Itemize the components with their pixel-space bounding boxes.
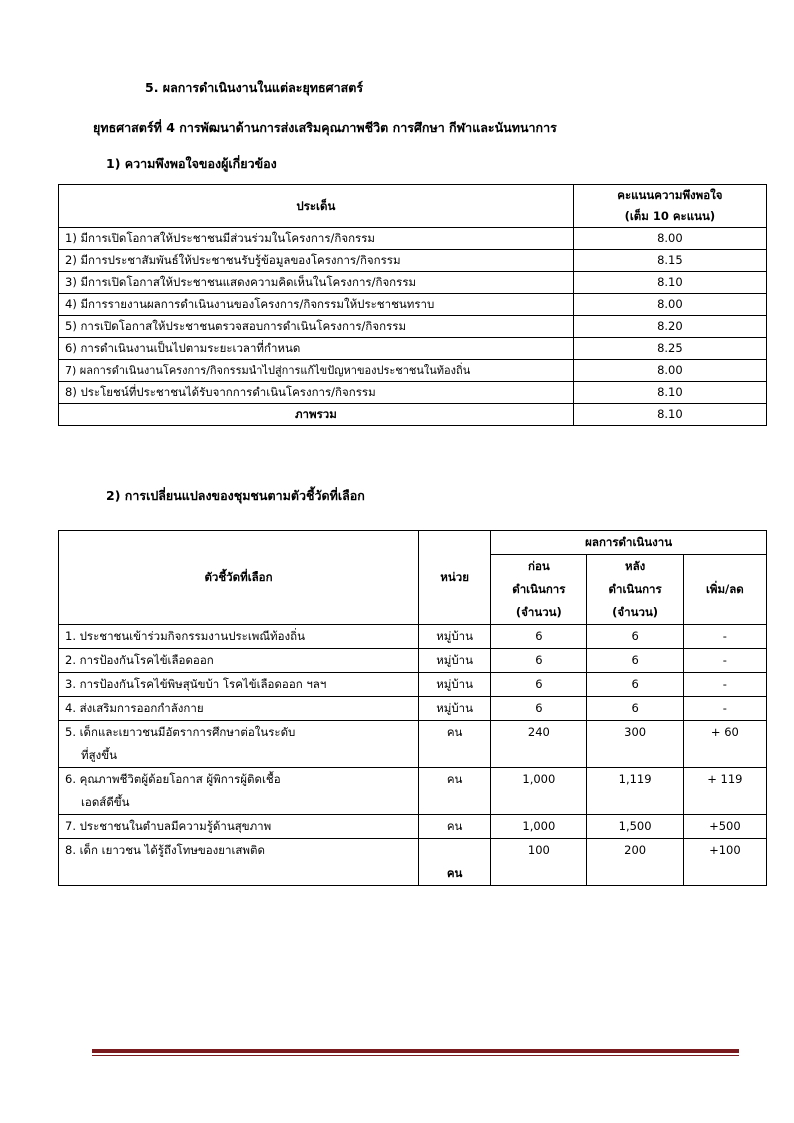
issue-cell: 2) มีการประชาสัมพันธ์ให้ประชาชนรับรู้ข้อมูลของโครงการ/กิจกรรม bbox=[59, 250, 574, 272]
community-change-heading: 2) การเปลี่ยนแปลงของชุมชนตามตัวชี้วัดที่เลือก bbox=[106, 488, 365, 503]
change-cell: - bbox=[683, 697, 766, 721]
satisfaction-table-header bbox=[59, 185, 767, 228]
indicator-line2: ที่สูงขึ้น bbox=[81, 748, 117, 762]
table-row bbox=[59, 316, 767, 338]
score-cell: 8.25 bbox=[573, 338, 766, 360]
total-label: ภาพรวม bbox=[59, 404, 574, 426]
after-cell: 200 bbox=[587, 839, 683, 886]
unit-cell: หมู่บ้าน bbox=[419, 697, 491, 721]
footer-rule-thick bbox=[92, 1049, 739, 1053]
footer-rule-thin bbox=[92, 1055, 739, 1056]
unit-cell: หมู่บ้าน bbox=[419, 673, 491, 697]
after-cell: 6 bbox=[587, 697, 683, 721]
score-header-line1: คะแนนความพึงพอใจ bbox=[617, 188, 723, 202]
after-column-header bbox=[587, 555, 683, 625]
before-cell: 100 bbox=[491, 839, 587, 886]
unit-cell: คน bbox=[419, 839, 491, 886]
score-cell: 8.10 bbox=[573, 382, 766, 404]
change-cell: + 119 bbox=[683, 768, 766, 815]
before-cell: 1,000 bbox=[491, 815, 587, 839]
unit-column-header: หน่วย bbox=[419, 531, 491, 625]
before-header-line2: ดำเนินการ bbox=[512, 582, 566, 596]
table-row bbox=[59, 294, 767, 316]
issue-cell: 4) มีการรายงานผลการดำเนินงานของโครงการ/กิจกรรมให้ประชาชนทราบ bbox=[59, 294, 574, 316]
indicator-cell: 3. การป้องกันโรคไข้พิษสุนัขบ้า โรคไข้เลือดออก ฯลฯ bbox=[59, 673, 419, 697]
issue-cell: 6) การดำเนินงานเป็นไปตามระยะเวลาที่กำหนด bbox=[59, 338, 574, 360]
before-cell: 6 bbox=[491, 649, 587, 673]
table-row bbox=[59, 228, 767, 250]
after-cell: 6 bbox=[587, 625, 683, 649]
table-row bbox=[59, 625, 767, 649]
unit-cell: คน bbox=[419, 768, 491, 815]
unit-cell: หมู่บ้าน bbox=[419, 649, 491, 673]
after-cell: 1,119 bbox=[587, 768, 683, 815]
table-row bbox=[59, 815, 767, 839]
change-cell: - bbox=[683, 625, 766, 649]
indicator-column-header: ตัวชี้วัดที่เลือก bbox=[59, 531, 419, 625]
table-row bbox=[59, 768, 767, 815]
issue-column-header: ประเด็น bbox=[59, 185, 574, 228]
before-cell: 6 bbox=[491, 625, 587, 649]
table-row bbox=[59, 360, 767, 382]
indicator-line2: เอดส์ดีขึ้น bbox=[81, 795, 130, 809]
indicator-cell: 8. เด็ก เยาวชน ได้รู้ถึงโทษของยาเสพติด bbox=[59, 839, 419, 886]
total-score: 8.10 bbox=[573, 404, 766, 426]
issue-cell: 1) มีการเปิดโอกาสให้ประชาชนมีส่วนร่วมในโครงการ/กิจกรรม bbox=[59, 228, 574, 250]
score-cell: 8.00 bbox=[573, 360, 766, 382]
result-column-header: ผลการดำเนินงาน bbox=[491, 531, 767, 555]
score-column-header bbox=[573, 185, 766, 228]
score-cell: 8.00 bbox=[573, 228, 766, 250]
score-cell: 8.00 bbox=[573, 294, 766, 316]
score-cell: 8.15 bbox=[573, 250, 766, 272]
table-row bbox=[59, 382, 767, 404]
indicator-cell: 4. ส่งเสริมการออกกำลังกาย bbox=[59, 697, 419, 721]
total-row bbox=[59, 404, 767, 426]
indicator-table-header bbox=[59, 531, 767, 555]
table-row bbox=[59, 272, 767, 294]
score-header-line2: (เต็ม 10 คะแนน) bbox=[624, 209, 716, 223]
after-header-line2: ดำเนินการ bbox=[608, 582, 662, 596]
change-column-header: เพิ่ม/ลด bbox=[683, 555, 766, 625]
after-cell: 6 bbox=[587, 649, 683, 673]
change-cell: - bbox=[683, 673, 766, 697]
after-cell: 1,500 bbox=[587, 815, 683, 839]
change-cell: - bbox=[683, 649, 766, 673]
score-cell: 8.20 bbox=[573, 316, 766, 338]
indicator-line1: 6. คุณภาพชีวิตผู้ด้อยโอกาส ผู้พิการผู้ติดเชื้อ bbox=[65, 772, 281, 786]
before-cell: 6 bbox=[491, 673, 587, 697]
satisfaction-heading: 1) ความพึงพอใจของผู้เกี่ยวข้อง bbox=[106, 156, 277, 171]
table-row bbox=[59, 649, 767, 673]
change-cell: +500 bbox=[683, 815, 766, 839]
issue-cell: 8) ประโยชน์ที่ประชาชนได้รับจากการดำเนินโครงการ/กิจกรรม bbox=[59, 382, 574, 404]
before-cell: 1,000 bbox=[491, 768, 587, 815]
after-header-line3: (จำนวน) bbox=[612, 605, 659, 619]
indicator-table bbox=[58, 530, 767, 886]
after-cell: 6 bbox=[587, 673, 683, 697]
before-header-line1: ก่อน bbox=[527, 559, 550, 573]
table-row bbox=[59, 839, 767, 886]
indicator-cell: 7. ประชาชนในตำบลมีความรู้ด้านสุขภาพ bbox=[59, 815, 419, 839]
score-cell: 8.10 bbox=[573, 272, 766, 294]
before-cell: 240 bbox=[491, 721, 587, 768]
indicator-line1: 5. เด็กและเยาวชนมีอัตราการศึกษาต่อในระดับ bbox=[65, 725, 296, 739]
after-cell: 300 bbox=[587, 721, 683, 768]
after-header-line1: หลัง bbox=[624, 559, 646, 573]
table-row bbox=[59, 697, 767, 721]
change-cell: + 60 bbox=[683, 721, 766, 768]
change-cell: +100 bbox=[683, 839, 766, 886]
table-row bbox=[59, 250, 767, 272]
indicator-cell: 2. การป้องกันโรคไข้เลือดออก bbox=[59, 649, 419, 673]
before-column-header bbox=[491, 555, 587, 625]
before-cell: 6 bbox=[491, 697, 587, 721]
table-row bbox=[59, 721, 767, 768]
issue-cell: 3) มีการเปิดโอกาสให้ประชาชนแสดงความคิดเห็นในโครงการ/กิจกรรม bbox=[59, 272, 574, 294]
indicator-cell bbox=[59, 721, 419, 768]
satisfaction-table bbox=[58, 184, 767, 426]
table-row bbox=[59, 338, 767, 360]
strategy-heading: ยุทธศาสตร์ที่ 4 การพัฒนาด้านการส่งเสริมคุณภาพชีวิต การศึกษา กีฬาและนันทนาการ bbox=[93, 120, 557, 135]
before-header-line3: (จำนวน) bbox=[515, 605, 562, 619]
indicator-cell bbox=[59, 768, 419, 815]
unit-cell: หมู่บ้าน bbox=[419, 625, 491, 649]
unit-cell: คน bbox=[419, 815, 491, 839]
issue-cell: 5) การเปิดโอกาสให้ประชาชนตรวจสอบการดำเนินโครงการ/กิจกรรม bbox=[59, 316, 574, 338]
issue-cell: 7) ผลการดำเนินงานโครงการ/กิจกรรมนำไปสู่การแก้ไขปัญหาของประชาชนในท้องถิ่น bbox=[59, 360, 574, 382]
indicator-cell: 1. ประชาชนเข้าร่วมกิจกรรมงานประเพณีท้องถิ่น bbox=[59, 625, 419, 649]
section-heading: 5. ผลการดำเนินงานในแต่ละยุทธศาสตร์ bbox=[145, 80, 364, 95]
unit-cell: คน bbox=[419, 721, 491, 768]
table-row bbox=[59, 673, 767, 697]
